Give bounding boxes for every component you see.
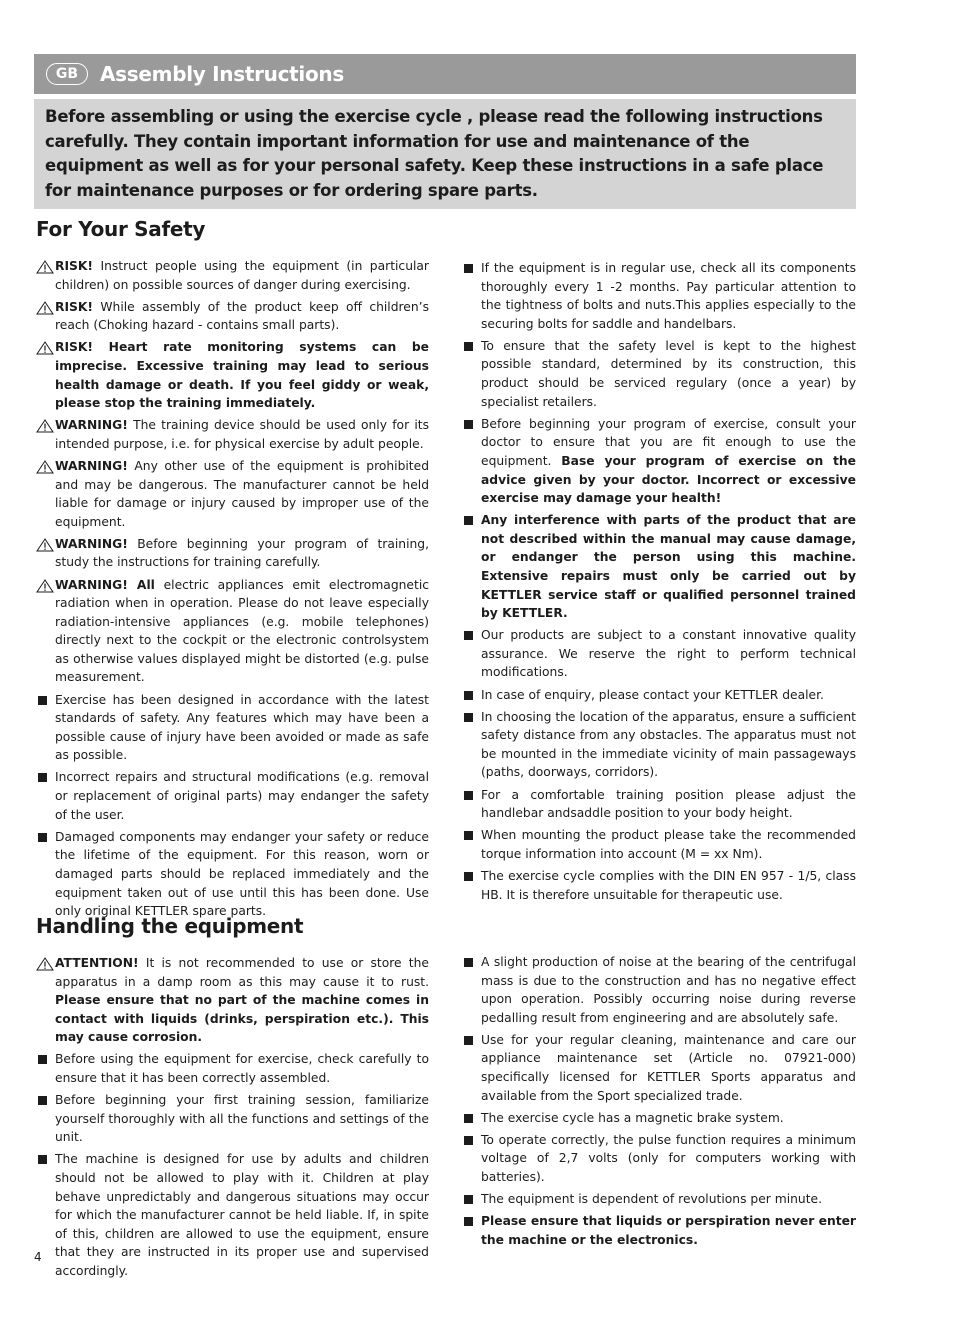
body-text: Before beginning your first training session, familiarize yourself thoroughly with all the functions and settings of the unit. bbox=[55, 1093, 429, 1145]
square-bullet-icon bbox=[464, 516, 473, 525]
square-bullet-icon bbox=[38, 1055, 47, 1064]
square-bullet-icon bbox=[464, 713, 473, 722]
body-text: Instruct people using the equipment (in particular children) on possible sources of danger during exercising. bbox=[55, 259, 429, 292]
body-text: A slight production of noise at the bearing of the centrifugal mass is due to the construction and has no negative effect upon operation. Possibly occurring noise during reverse pedalling result from engineering and are absolutely safe. bbox=[481, 955, 856, 1025]
intro-box bbox=[34, 99, 856, 209]
lead-text: ATTENTION! bbox=[55, 956, 139, 970]
list-item bbox=[462, 1109, 856, 1128]
list-item bbox=[36, 1150, 429, 1280]
warning-triangle-icon bbox=[36, 341, 54, 355]
list-item bbox=[462, 708, 856, 782]
body-text: Before beginning your program of exercise, consult your doctor to ensure that you are fit enough to use the equipment. bbox=[481, 416, 856, 468]
square-bullet-icon bbox=[464, 342, 473, 351]
body-text: The exercise cycle complies with the DIN EN 957 - 1/5, class HB. It is therefore unsuitable for therapeutic use. bbox=[481, 868, 856, 902]
lead-text: RISK! bbox=[55, 340, 94, 355]
body-text: Before using the equipment for exercise, check carefully to ensure that it has been correctly assembled. bbox=[55, 1052, 429, 1086]
emphasis-text: Base your program of exercise on the advice given by your doctor. Incorrect or excessive exercise may damage your health! bbox=[481, 453, 856, 506]
handling-heading: Handling the equipment bbox=[36, 914, 304, 938]
list-item bbox=[462, 1131, 856, 1187]
list-item bbox=[462, 1190, 856, 1209]
body-text: While assembly of the product keep off children’s reach (Choking hazard - contains small parts). bbox=[55, 299, 429, 333]
list-item bbox=[462, 1031, 856, 1105]
emphasis-text: Please ensure that no part of the machine comes in contact with liquids (drinks, perspiration etc.). This may cause corrosion. bbox=[55, 993, 429, 1045]
safety-left-list bbox=[36, 257, 429, 924]
list-item bbox=[462, 953, 856, 1027]
body-text: For a comfortable training position please adjust the handlebar andsaddle position to your body height. bbox=[481, 787, 856, 821]
list-item bbox=[462, 786, 856, 823]
body-text: If the equipment is in regular use, check all its components thoroughly every 1 -2 months. Pay particular attention to the tightness of bolts and nuts.This applies especially to the securing bolts for saddle and handelbars. bbox=[481, 261, 856, 331]
handling-left-list bbox=[36, 954, 429, 1284]
square-bullet-icon bbox=[38, 833, 47, 842]
list-item bbox=[36, 257, 429, 294]
list-item bbox=[462, 867, 856, 904]
safety-right-list bbox=[462, 259, 856, 908]
list-item bbox=[36, 338, 429, 412]
list-item bbox=[36, 535, 429, 572]
emphasis-text: Please ensure that liquids or perspiration never enter the machine or the electronics. bbox=[481, 1214, 856, 1247]
body-text: Incorrect repairs and structural modifications (e.g. removal or replacement of original parts) may endanger the safety of the user. bbox=[55, 770, 429, 822]
list-item bbox=[462, 511, 856, 623]
body-text: To ensure that the safety level is kept to the highest possible standard, determined by its construction, this product should be serviced regulary (once a year) by specialist retailers. bbox=[481, 338, 856, 409]
lead-text: WARNING! All bbox=[55, 577, 155, 592]
list-item bbox=[36, 691, 429, 765]
square-bullet-icon bbox=[464, 631, 473, 640]
intro-text: Before assembling or using the exercise cycle , please read the following instructions carefully. They contain important information for use and maintenance of the equipment as well as for your personal safety. Keep these instructions in a safe place for maintenance purposes or for ordering spare parts. bbox=[45, 107, 824, 201]
square-bullet-icon bbox=[464, 420, 473, 429]
list-item bbox=[36, 954, 429, 1047]
list-item bbox=[36, 828, 429, 921]
list-item bbox=[462, 259, 856, 333]
list-item bbox=[462, 626, 856, 682]
list-item bbox=[36, 768, 429, 824]
square-bullet-icon bbox=[464, 791, 473, 800]
body-text: Any other use of the equipment is prohibited and may be dangerous. The manufacturer cannot be held liable for damage or injury caused by improper use of the equipment. bbox=[55, 458, 429, 529]
body-text: Our products are subject to a constant innovative quality assurance. We reserve the right to perform technical modifications. bbox=[481, 628, 856, 680]
warning-triangle-icon bbox=[36, 460, 54, 474]
square-bullet-icon bbox=[464, 831, 473, 840]
square-bullet-icon bbox=[464, 691, 473, 700]
square-bullet-icon bbox=[38, 1155, 47, 1164]
square-bullet-icon bbox=[464, 958, 473, 967]
square-bullet-icon bbox=[464, 1036, 473, 1045]
body-text: electric appliances emit electromagnetic radiation when in operation. Please do not leave especially radiation-intensive appliances (e.g. mobile telephones) directly next to the cockpit or the electronic controlsystem as otherwise values displayed might be distorted (e.g. pulse measurement. bbox=[55, 577, 429, 685]
warning-triangle-icon bbox=[36, 579, 54, 593]
body-text: Before beginning your program of training, study the instructions for training carefully. bbox=[55, 536, 429, 570]
square-bullet-icon bbox=[38, 1096, 47, 1105]
lead-text: WARNING! bbox=[55, 536, 128, 551]
body-text: The equipment is dependent of revolutions per minute. bbox=[481, 1192, 823, 1207]
body-text: Exercise has been designed in accordance with the latest standards of safety. Any features which may have been a possible cause of injury have been avoided or made as safe as possible. bbox=[55, 692, 429, 763]
list-item bbox=[36, 1091, 429, 1147]
square-bullet-icon bbox=[464, 1114, 473, 1123]
square-bullet-icon bbox=[464, 1195, 473, 1204]
lead-text: RISK! bbox=[55, 299, 94, 314]
safety-heading: For Your Safety bbox=[36, 217, 206, 241]
warning-triangle-icon bbox=[36, 301, 54, 315]
square-bullet-icon bbox=[38, 696, 47, 705]
warning-triangle-icon bbox=[36, 538, 54, 552]
body-text: In case of enquiry, please contact your KETTLER dealer. bbox=[481, 687, 824, 702]
body-text: Damaged components may endanger your safety or reduce the lifetime of the equipment. For this reason, worn or damaged parts should be replaced immediately and the equipment taken out of use until this has been done. Use only original KETTLER spare parts. bbox=[55, 829, 429, 919]
body-text: When mounting the product please take the recommended torque information into account (M = xx Nm). bbox=[481, 828, 856, 861]
page-title: Assembly Instructions bbox=[100, 62, 344, 86]
list-item bbox=[462, 415, 856, 508]
warning-triangle-icon bbox=[36, 957, 54, 971]
list-item bbox=[462, 686, 856, 705]
square-bullet-icon bbox=[464, 264, 473, 273]
emphasis-text: Any interference with parts of the product that are not described within the manual may cause damage, or endanger the person using this machine. Extensive repairs must only be carried out by KETTLER service staff or qualified personnel trained by KETTLER. bbox=[481, 513, 856, 621]
header-bar bbox=[34, 54, 856, 94]
page-number: 4 bbox=[34, 1250, 42, 1264]
body-text: It is not recommended to use or store the apparatus in a damp room as this may cause it to rust. bbox=[55, 956, 429, 989]
lead-text: WARNING! bbox=[55, 418, 128, 433]
body-text: The training device should be used only for its intended purpose, i.e. for physical exercise by adult people. bbox=[55, 418, 429, 451]
lead-text: WARNING! bbox=[55, 458, 128, 473]
emphasis-text: Heart rate monitoring systems can be imprecise. Excessive training may lead to serious health damage or death. If you feel giddy or weak, please stop the training immediately. bbox=[55, 340, 429, 411]
square-bullet-icon bbox=[38, 773, 47, 782]
body-text: The machine is designed for use by adults and children should not be allowed to play with it. Children at play behave unpredictably and dangerous situations may occur for which the manufacturer cannot be held liable. If, in spite of this, children are allowed to use the equipment, ensure that they are instructed in its proper use and supervised accordingly. bbox=[55, 1152, 429, 1278]
language-badge: GB bbox=[46, 63, 88, 85]
body-text: The exercise cycle has a magnetic brake system. bbox=[481, 1110, 784, 1125]
body-text: Use for your regular cleaning, maintenance and care our appliance maintenance set (Article no. 07921-000) specifically licensed for KETTLER Sports apparatus and available from the Sport specialized trade. bbox=[481, 1032, 856, 1103]
lead-text: RISK! bbox=[55, 259, 94, 273]
square-bullet-icon bbox=[464, 872, 473, 881]
warning-triangle-icon bbox=[36, 260, 54, 274]
list-item bbox=[36, 576, 429, 688]
list-item bbox=[462, 337, 856, 411]
list-item bbox=[462, 826, 856, 863]
list-item bbox=[36, 1050, 429, 1087]
list-item bbox=[36, 457, 429, 531]
body-text: In choosing the location of the apparatus, ensure a sufficient safety distance from any obstacles. The apparatus must not be mounted in the immediate vicinity of main passageways (paths, doorways, corridors). bbox=[481, 709, 856, 780]
list-item bbox=[462, 1212, 856, 1249]
body-text: To operate correctly, the pulse function requires a minimum voltage of 2,7 volts (only for computers working with batteries). bbox=[481, 1132, 856, 1185]
square-bullet-icon bbox=[464, 1136, 473, 1145]
warning-triangle-icon bbox=[36, 419, 54, 433]
list-item bbox=[36, 416, 429, 453]
handling-right-list bbox=[462, 953, 856, 1253]
square-bullet-icon bbox=[464, 1217, 473, 1226]
list-item bbox=[36, 298, 429, 335]
